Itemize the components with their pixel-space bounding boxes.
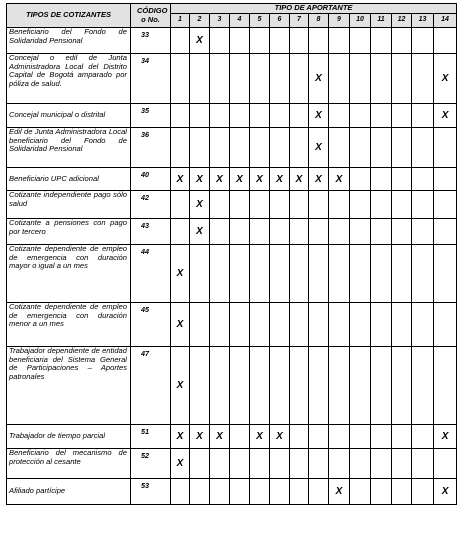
empty-cell bbox=[412, 245, 434, 303]
empty-cell bbox=[290, 479, 309, 505]
empty-cell bbox=[350, 219, 371, 245]
table-row bbox=[7, 347, 457, 425]
empty-cell bbox=[412, 425, 434, 449]
mark-x: X bbox=[171, 303, 190, 347]
empty-cell bbox=[392, 303, 412, 347]
empty-cell bbox=[230, 128, 250, 168]
empty-cell bbox=[350, 479, 371, 505]
empty-cell bbox=[371, 347, 392, 425]
empty-cell bbox=[250, 245, 270, 303]
empty-cell bbox=[329, 104, 350, 128]
empty-cell bbox=[434, 245, 457, 303]
empty-cell bbox=[329, 425, 350, 449]
empty-cell bbox=[210, 347, 230, 425]
mark-x: X bbox=[434, 425, 457, 449]
empty-cell bbox=[270, 245, 290, 303]
empty-cell bbox=[290, 28, 309, 54]
empty-cell bbox=[309, 28, 329, 54]
empty-cell bbox=[210, 104, 230, 128]
empty-cell bbox=[171, 54, 190, 104]
empty-cell bbox=[412, 191, 434, 219]
empty-cell bbox=[210, 303, 230, 347]
mark-x: X bbox=[329, 479, 350, 505]
empty-cell bbox=[371, 479, 392, 505]
empty-cell bbox=[210, 28, 230, 54]
empty-cell bbox=[329, 347, 350, 425]
cotizante-type: Concejal municipal o distrital bbox=[7, 104, 131, 128]
empty-cell bbox=[412, 479, 434, 505]
cotizante-code: 34 bbox=[131, 54, 171, 104]
empty-cell bbox=[190, 347, 210, 425]
mark-x: X bbox=[434, 479, 457, 505]
empty-cell bbox=[190, 128, 210, 168]
empty-cell bbox=[371, 303, 392, 347]
mark-x: X bbox=[270, 425, 290, 449]
empty-cell bbox=[412, 54, 434, 104]
empty-cell bbox=[190, 303, 210, 347]
empty-cell bbox=[230, 245, 250, 303]
empty-cell bbox=[329, 128, 350, 168]
aportante-col-8: 8 bbox=[309, 14, 329, 28]
empty-cell bbox=[350, 425, 371, 449]
empty-cell bbox=[392, 347, 412, 425]
empty-cell bbox=[434, 168, 457, 191]
cotizante-code: 42 bbox=[131, 191, 171, 219]
empty-cell bbox=[270, 191, 290, 219]
tipo-aportante-header: TIPO DE APORTANTE bbox=[171, 4, 457, 14]
empty-cell bbox=[434, 449, 457, 479]
empty-cell bbox=[392, 479, 412, 505]
empty-cell bbox=[329, 191, 350, 219]
empty-cell bbox=[270, 54, 290, 104]
empty-cell bbox=[329, 54, 350, 104]
empty-cell bbox=[371, 191, 392, 219]
empty-cell bbox=[329, 303, 350, 347]
aportante-col-10: 10 bbox=[350, 14, 371, 28]
aportante-col-9: 9 bbox=[329, 14, 350, 28]
empty-cell bbox=[392, 168, 412, 191]
table-row bbox=[7, 104, 457, 128]
empty-cell bbox=[190, 54, 210, 104]
mark-x: X bbox=[309, 168, 329, 191]
cotizante-type: Beneficiario del Fondo de Solidaridad Pensional bbox=[7, 28, 131, 54]
cotizante-code: 43 bbox=[131, 219, 171, 245]
aportante-col-11: 11 bbox=[371, 14, 392, 28]
empty-cell bbox=[309, 303, 329, 347]
mark-x: X bbox=[190, 219, 210, 245]
cotizantes-table bbox=[6, 3, 457, 505]
mark-x: X bbox=[270, 168, 290, 191]
empty-cell bbox=[371, 168, 392, 191]
empty-cell bbox=[270, 449, 290, 479]
empty-cell bbox=[371, 128, 392, 168]
empty-cell bbox=[171, 128, 190, 168]
empty-cell bbox=[210, 191, 230, 219]
aportante-col-3: 3 bbox=[210, 14, 230, 28]
empty-cell bbox=[290, 425, 309, 449]
empty-cell bbox=[230, 54, 250, 104]
aportante-col-7: 7 bbox=[290, 14, 309, 28]
mark-x: X bbox=[250, 168, 270, 191]
empty-cell bbox=[371, 219, 392, 245]
empty-cell bbox=[250, 128, 270, 168]
empty-cell bbox=[309, 347, 329, 425]
mark-x: X bbox=[190, 168, 210, 191]
table-row bbox=[7, 28, 457, 54]
cotizante-type: Cotizante independiente pago sólo salud bbox=[7, 191, 131, 219]
mark-x: X bbox=[171, 347, 190, 425]
empty-cell bbox=[270, 104, 290, 128]
table-row bbox=[7, 425, 457, 449]
empty-cell bbox=[230, 347, 250, 425]
mark-x: X bbox=[190, 425, 210, 449]
cotizante-code: 52 bbox=[131, 449, 171, 479]
table-row bbox=[7, 479, 457, 505]
table-row bbox=[7, 449, 457, 479]
cotizante-code: 33 bbox=[131, 28, 171, 54]
mark-x: X bbox=[250, 425, 270, 449]
empty-cell bbox=[290, 303, 309, 347]
empty-cell bbox=[434, 191, 457, 219]
empty-cell bbox=[371, 104, 392, 128]
empty-cell bbox=[210, 449, 230, 479]
empty-cell bbox=[171, 191, 190, 219]
cotizante-type: Trabajador de tiempo parcial bbox=[7, 425, 131, 449]
empty-cell bbox=[171, 28, 190, 54]
empty-cell bbox=[270, 347, 290, 425]
mark-x: X bbox=[210, 168, 230, 191]
empty-cell bbox=[434, 347, 457, 425]
empty-cell bbox=[270, 219, 290, 245]
mark-x: X bbox=[434, 104, 457, 128]
mark-x: X bbox=[190, 28, 210, 54]
empty-cell bbox=[250, 479, 270, 505]
cotizante-type: Edil de Junta Administradora Local beneficiario del Fondo de Solidaridad Pensional bbox=[7, 128, 131, 168]
empty-cell bbox=[350, 54, 371, 104]
table-row bbox=[7, 54, 457, 104]
empty-cell bbox=[392, 128, 412, 168]
cotizante-type: Beneficiario del mecanismo de protección al cesante bbox=[7, 449, 131, 479]
empty-cell bbox=[250, 54, 270, 104]
empty-cell bbox=[190, 449, 210, 479]
mark-x: X bbox=[309, 54, 329, 104]
empty-cell bbox=[210, 128, 230, 168]
empty-cell bbox=[250, 303, 270, 347]
empty-cell bbox=[230, 191, 250, 219]
mark-x: X bbox=[210, 425, 230, 449]
cotizante-code: 45 bbox=[131, 303, 171, 347]
empty-cell bbox=[350, 347, 371, 425]
mark-x: X bbox=[190, 191, 210, 219]
mark-x: X bbox=[171, 245, 190, 303]
empty-cell bbox=[290, 245, 309, 303]
empty-cell bbox=[329, 28, 350, 54]
tipos-cotizantes-header: TIPOS DE COTIZANTES bbox=[7, 4, 131, 28]
mark-x: X bbox=[434, 54, 457, 104]
empty-cell bbox=[210, 479, 230, 505]
empty-cell bbox=[309, 219, 329, 245]
empty-cell bbox=[392, 54, 412, 104]
aportante-col-14: 14 bbox=[434, 14, 457, 28]
cotizante-type: Cotizante dependiente de empleo de emergencia con duración mayor o igual a un mes bbox=[7, 245, 131, 303]
empty-cell bbox=[412, 449, 434, 479]
aportante-col-13: 13 bbox=[412, 14, 434, 28]
empty-cell bbox=[350, 104, 371, 128]
empty-cell bbox=[412, 28, 434, 54]
empty-cell bbox=[230, 479, 250, 505]
empty-cell bbox=[392, 28, 412, 54]
empty-cell bbox=[190, 245, 210, 303]
empty-cell bbox=[371, 54, 392, 104]
header-row-top bbox=[7, 4, 457, 14]
empty-cell bbox=[210, 54, 230, 104]
empty-cell bbox=[309, 191, 329, 219]
empty-cell bbox=[412, 104, 434, 128]
empty-cell bbox=[329, 449, 350, 479]
empty-cell bbox=[290, 191, 309, 219]
empty-cell bbox=[434, 128, 457, 168]
empty-cell bbox=[190, 479, 210, 505]
empty-cell bbox=[290, 128, 309, 168]
mark-x: X bbox=[329, 168, 350, 191]
empty-cell bbox=[210, 219, 230, 245]
empty-cell bbox=[350, 128, 371, 168]
empty-cell bbox=[412, 219, 434, 245]
mark-x: X bbox=[309, 104, 329, 128]
empty-cell bbox=[290, 347, 309, 425]
mark-x: X bbox=[290, 168, 309, 191]
empty-cell bbox=[230, 219, 250, 245]
empty-cell bbox=[250, 219, 270, 245]
empty-cell bbox=[371, 245, 392, 303]
cotizante-code: 47 bbox=[131, 347, 171, 425]
empty-cell bbox=[290, 54, 309, 104]
empty-cell bbox=[270, 28, 290, 54]
empty-cell bbox=[309, 479, 329, 505]
empty-cell bbox=[392, 425, 412, 449]
mark-x: X bbox=[230, 168, 250, 191]
empty-cell bbox=[329, 219, 350, 245]
table-row bbox=[7, 191, 457, 219]
empty-cell bbox=[434, 28, 457, 54]
empty-cell bbox=[412, 168, 434, 191]
empty-cell bbox=[371, 449, 392, 479]
cotizante-code: 53 bbox=[131, 479, 171, 505]
cotizante-type: Afiliado partícipe bbox=[7, 479, 131, 505]
table-row bbox=[7, 219, 457, 245]
empty-cell bbox=[412, 128, 434, 168]
empty-cell bbox=[350, 191, 371, 219]
empty-cell bbox=[230, 28, 250, 54]
empty-cell bbox=[329, 245, 350, 303]
empty-cell bbox=[250, 449, 270, 479]
mark-x: X bbox=[171, 449, 190, 479]
aportante-col-1: 1 bbox=[171, 14, 190, 28]
empty-cell bbox=[230, 104, 250, 128]
empty-cell bbox=[350, 245, 371, 303]
mark-x: X bbox=[309, 128, 329, 168]
aportante-col-5: 5 bbox=[250, 14, 270, 28]
empty-cell bbox=[309, 425, 329, 449]
cotizante-type: Cotizante a pensiones con pago por tercero bbox=[7, 219, 131, 245]
empty-cell bbox=[171, 219, 190, 245]
empty-cell bbox=[371, 425, 392, 449]
empty-cell bbox=[190, 104, 210, 128]
cotizante-code: 51 bbox=[131, 425, 171, 449]
empty-cell bbox=[171, 104, 190, 128]
empty-cell bbox=[270, 128, 290, 168]
empty-cell bbox=[412, 347, 434, 425]
codigo-header: CÓDIGO o No. bbox=[131, 4, 171, 28]
empty-cell bbox=[290, 104, 309, 128]
cotizante-type: Cotizante dependiente de empleo de emergencia con duración menor a un mes bbox=[7, 303, 131, 347]
empty-cell bbox=[250, 28, 270, 54]
empty-cell bbox=[350, 168, 371, 191]
cotizante-code: 40 bbox=[131, 168, 171, 191]
empty-cell bbox=[350, 28, 371, 54]
empty-cell bbox=[392, 191, 412, 219]
empty-cell bbox=[250, 191, 270, 219]
cotizante-code: 44 bbox=[131, 245, 171, 303]
empty-cell bbox=[230, 449, 250, 479]
empty-cell bbox=[350, 449, 371, 479]
cotizante-type: Beneficiario UPC adicional bbox=[7, 168, 131, 191]
cotizante-code: 35 bbox=[131, 104, 171, 128]
empty-cell bbox=[290, 449, 309, 479]
empty-cell bbox=[392, 245, 412, 303]
empty-cell bbox=[392, 219, 412, 245]
empty-cell bbox=[434, 219, 457, 245]
empty-cell bbox=[434, 303, 457, 347]
empty-cell bbox=[290, 219, 309, 245]
table-row bbox=[7, 128, 457, 168]
empty-cell bbox=[392, 104, 412, 128]
table-row bbox=[7, 245, 457, 303]
aportante-col-6: 6 bbox=[270, 14, 290, 28]
empty-cell bbox=[309, 449, 329, 479]
table-row bbox=[7, 303, 457, 347]
empty-cell bbox=[230, 303, 250, 347]
empty-cell bbox=[230, 425, 250, 449]
empty-cell bbox=[371, 28, 392, 54]
cotizante-type: Trabajador dependiente de entidad beneficiaria del Sistema General de Participaciones – Aportes patronales bbox=[7, 347, 131, 425]
cotizante-type: Concejal o edil de Junta Administradora Local del Distrito Capital de Bogotá amparado por póliza de salud. bbox=[7, 54, 131, 104]
empty-cell bbox=[412, 303, 434, 347]
empty-cell bbox=[171, 479, 190, 505]
empty-cell bbox=[392, 449, 412, 479]
empty-cell bbox=[250, 104, 270, 128]
empty-cell bbox=[250, 347, 270, 425]
aportante-col-4: 4 bbox=[230, 14, 250, 28]
cotizante-code: 36 bbox=[131, 128, 171, 168]
aportante-col-12: 12 bbox=[392, 14, 412, 28]
empty-cell bbox=[350, 303, 371, 347]
empty-cell bbox=[309, 245, 329, 303]
empty-cell bbox=[270, 303, 290, 347]
empty-cell bbox=[210, 245, 230, 303]
empty-cell bbox=[270, 479, 290, 505]
cotizantes-body bbox=[7, 28, 457, 505]
mark-x: X bbox=[171, 168, 190, 191]
mark-x: X bbox=[171, 425, 190, 449]
table-row bbox=[7, 168, 457, 191]
aportante-col-2: 2 bbox=[190, 14, 210, 28]
